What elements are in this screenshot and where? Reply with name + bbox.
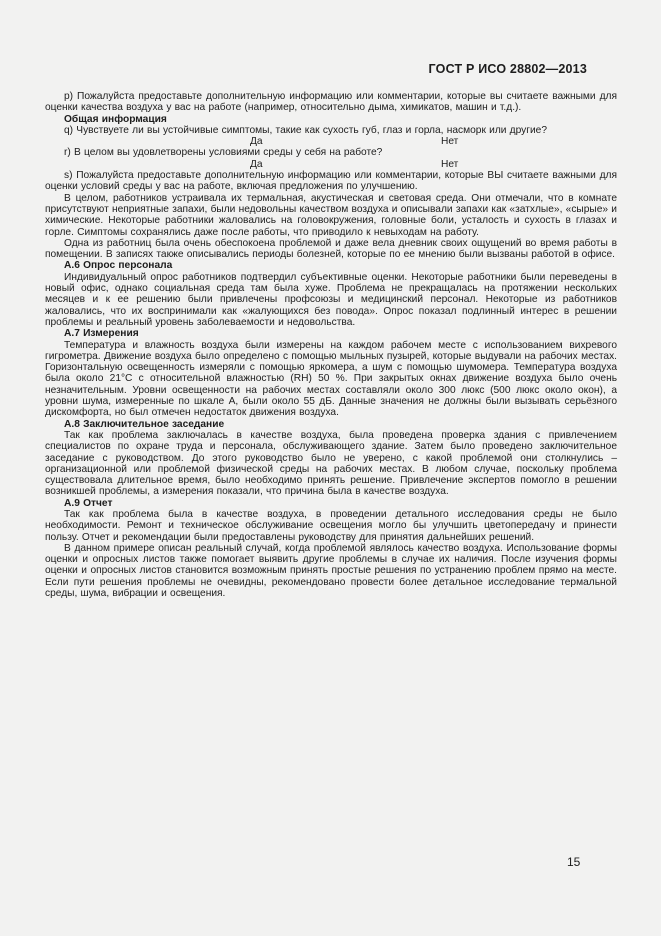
yes-label: Да — [250, 136, 263, 148]
paragraph: r) В целом вы удовлетворены условиями среды у себя на работе? — [64, 147, 383, 159]
paragraph: Индивидуальный опрос работников подтвердил субъективные оценки. Некоторые работники были переведены в новый офис, однако социальная среда там была хуже. Проблема не прекращалась на протяжении нескольких месяцев и к ее решению были привлечены профсоюзы и медицинский персонал. Некоторые из работников жаловались, что их воспринимали как «жалующихся без повода». Опрос показал подлинный интерес в решении проблемы и реальный уровень заболеваемости и недовольства. — [45, 271, 617, 328]
paragraph: q) Чувствуете ли вы устойчивые симптомы, такие как сухость губ, глаз и горла, насморк или другие? — [64, 124, 548, 136]
section-heading: А.8 Заключительное заседание — [64, 418, 225, 430]
paragraph: Так как проблема была в качестве воздуха, в проведении детального исследования среды не было необходимости. Ремонт и техническое обслуживание освещения могло бы улучшить цветопередачу и принести пользу. Отчет и рекомендации были предоставлены руководству для принятия дальнейших решений. — [45, 508, 617, 543]
yes-no-row — [45, 159, 617, 170]
document-body — [45, 91, 617, 599]
page-number: 15 — [567, 855, 581, 869]
paragraph: Одна из работниц была очень обеспокоена проблемой и даже вела дневник своих ощущений во время работы в помещении. В записях также описывались периоды болезней, которые по ее мнению были вызваны работой в офисе. — [45, 237, 617, 261]
paragraph: Так как проблема заключалась в качестве воздуха, была проведена проверка здания с привлечением специалистов по охране труда и персонала, обслуживающего здание. Затем было проведено заключительное заседание с руководством. До этого руководство было не уверено, с какой проблемой они столкнулись – организационной или проблемой физической среды на рабочих местах. В любом случае, поскольку проблема существовала длительное время, было необходимо принять решение. Привлечение экспертов помогло в решении возникшей проблемы, а измерения показали, что причина была в качестве воздуха. — [45, 429, 617, 498]
document-code: ГОСТ Р ИСО 28802—2013 — [428, 62, 587, 76]
section-heading: А.6 Опрос персонала — [64, 260, 173, 272]
paragraph: s) Пожалуйста предоставьте дополнительную информацию или комментарии, которые ВЫ считаете важными для оценки условий среды у вас на работе, включая предложения по улучшению. — [45, 170, 617, 193]
section-heading: А.7 Измерения — [64, 328, 139, 340]
no-label: Нет — [441, 158, 459, 170]
section-heading: А.9 Отчет — [64, 497, 113, 509]
yes-label: Да — [250, 158, 263, 170]
paragraph: В данном примере описан реальный случай, когда проблемой являлось качество воздуха. Использование формы оценки и опросных листов также помогает выявить другие проблемы в случае их наличия. После изучения формы оценки и опросных листов становится возможным принять простые решения по устранению проблем прямо на месте. Если пути решения проблемы не очевидны, рекомендовано провести более детальное исследование термальной среды, шума, вибрации и освещения. — [45, 542, 617, 600]
paragraph: p) Пожалуйста предоставьте дополнительную информацию или комментарии, которые вы считаете важными для оценки качества воздуха у вас на работе (например, относительно дыма, химикатов, машин и т.д.). — [45, 91, 617, 114]
section-heading: Общая информация — [64, 113, 167, 125]
no-label: Нет — [441, 136, 459, 148]
yes-no-row — [45, 136, 617, 147]
paragraph: В целом, работников устраивала их термальная, акустическая и световая среда. Они отмечали, что в комнате присутствуют неприятные запахи, были недовольны качеством воздуха и описывали запахи как «затхлые», «сырые» и химические. Некоторые работники жаловались на головокружения, головные боли, усталость и сухость в глазах и горле. Симптомы сохранялись даже после работы, что приводило к невыходам на работу. — [45, 192, 617, 238]
paragraph: Температура и влажность воздуха были измерены на каждом рабочем месте с использованием вихревого гигрометра. Движение воздуха было определено с помощью мыльных пузырей, которые выдували на рабочих местах. Горизонтальную освещенность измеряли с помощью яркомера, а шум с помощью шумомера. Температура воздуха была около 21°С с относительной влажностью (RH) 50 %. При закрытых окнах движение воздуха было очень незначительным. Уровни освещенности на рабочих местах составляли около 300 люкс (500 люкс около окон), а уровни шума, измеренные по шкале А, были около 55 дБ. Данные значения не должны были вызывать серьёзного дискомфорта, но был отмечен недостаток движения воздуха. — [45, 339, 617, 419]
